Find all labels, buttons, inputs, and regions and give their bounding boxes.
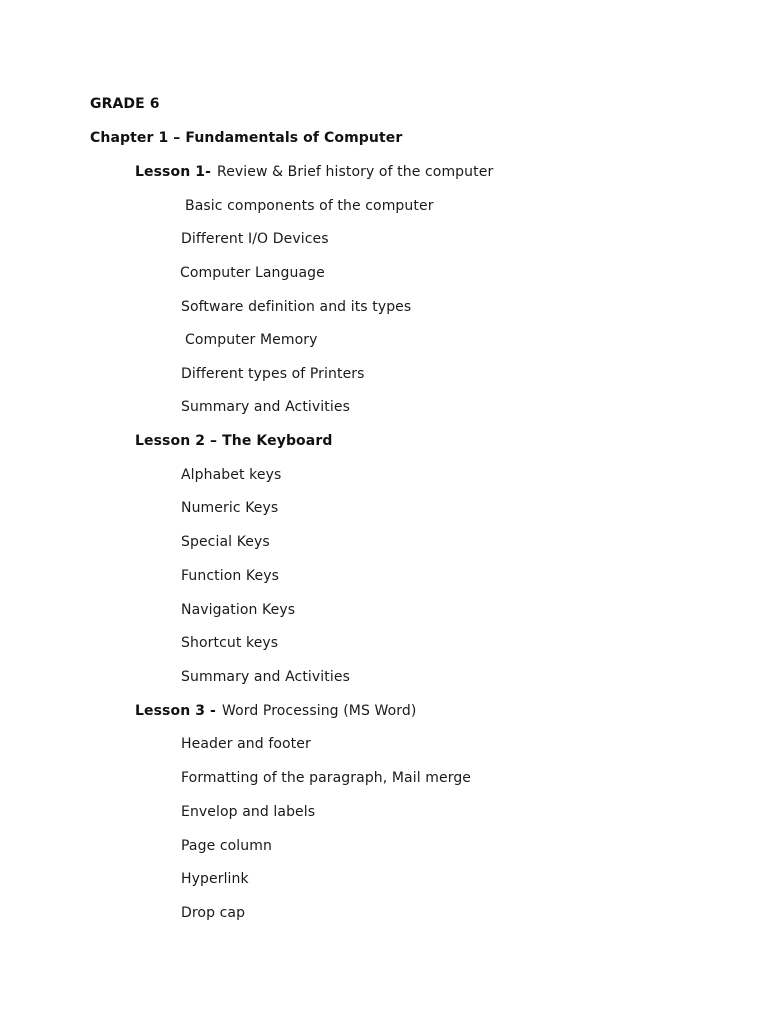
- topic-item: Computer Language: [180, 265, 325, 281]
- lesson-label: Lesson 1-: [135, 164, 211, 180]
- topic-item: Navigation Keys: [181, 602, 296, 618]
- topic-item: Summary and Activities: [181, 669, 350, 685]
- topic-item: Function Keys: [181, 568, 279, 584]
- topic-item: Shortcut keys: [181, 635, 279, 651]
- lesson-label: Lesson 3 -: [135, 703, 216, 719]
- lesson-title: Review & Brief history of the computer: [217, 164, 494, 180]
- lesson-heading: Lesson 2 – The Keyboard: [135, 433, 333, 449]
- topic-item: Summary and Activities: [181, 399, 350, 415]
- grade-heading: GRADE 6: [90, 96, 160, 112]
- lesson-heading: [135, 163, 493, 181]
- topic-item: Numeric Keys: [181, 500, 279, 516]
- topic-item: Different I/O Devices: [181, 231, 329, 247]
- lesson-title: Word Processing (MS Word): [221, 703, 417, 719]
- topic-item: Basic components of the computer: [185, 198, 434, 214]
- chapter-title: Chapter 1 – Fundamentals of Computer: [90, 130, 403, 146]
- topic-item: Alphabet keys: [181, 467, 282, 483]
- lesson-heading: [135, 702, 416, 720]
- topic-item: Special Keys: [181, 534, 270, 550]
- topic-item: Hyperlink: [181, 871, 249, 887]
- topic-item: Header and footer: [181, 736, 311, 752]
- topic-item: Envelop and labels: [181, 804, 316, 820]
- topic-item: Page column: [181, 838, 272, 854]
- topic-item: Formatting of the paragraph, Mail merge: [181, 770, 472, 786]
- topic-item: Computer Memory: [185, 332, 318, 348]
- topic-item: Drop cap: [181, 905, 246, 921]
- topic-item: Software definition and its types: [181, 299, 412, 315]
- topic-item: Different types of Printers: [181, 366, 365, 382]
